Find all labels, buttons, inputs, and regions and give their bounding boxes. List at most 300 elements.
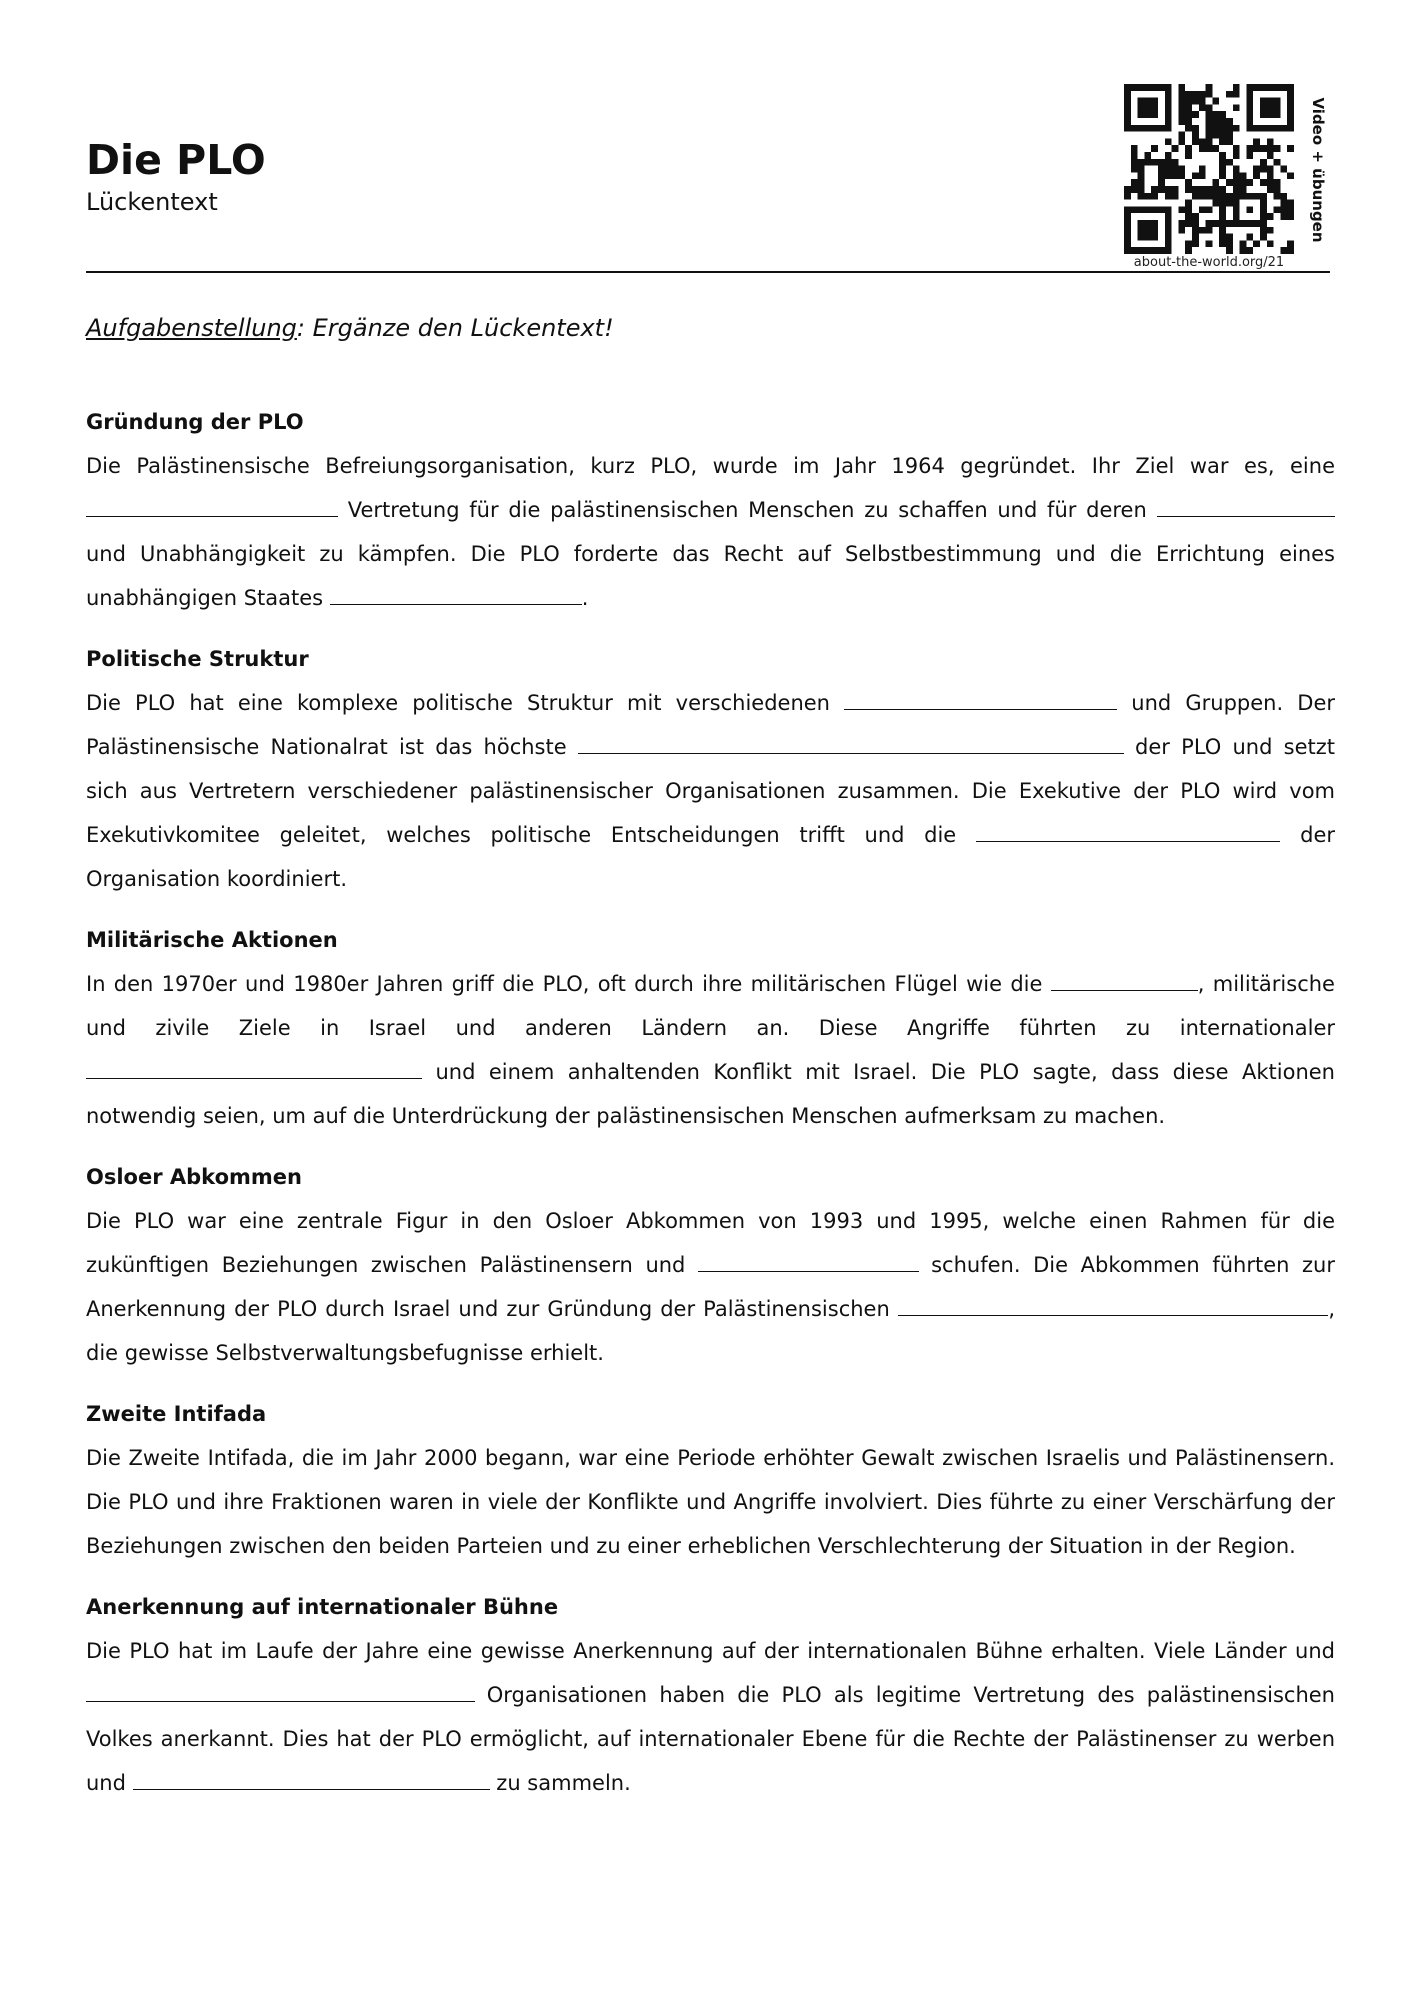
qr-module bbox=[1199, 166, 1206, 173]
qr-module bbox=[1219, 118, 1226, 125]
qr-module bbox=[1226, 200, 1233, 207]
qr-url-label: about-the-world.org/21 bbox=[1133, 255, 1285, 270]
qr-module bbox=[1124, 193, 1131, 200]
qr-module bbox=[1219, 234, 1226, 241]
qr-module bbox=[1151, 234, 1158, 241]
qr-module bbox=[1185, 91, 1192, 98]
qr-module bbox=[1165, 247, 1172, 254]
text-run: , militärische und zivile Ziele in Israel und anderen Ländern an. Diese Angriffe führten zu internationaler bbox=[86, 972, 1335, 1040]
qr-module bbox=[1267, 186, 1274, 193]
qr-module bbox=[1212, 125, 1219, 132]
qr-module bbox=[1233, 172, 1240, 179]
qr-module bbox=[1192, 220, 1199, 227]
qr-module bbox=[1144, 247, 1151, 254]
qr-module bbox=[1124, 104, 1131, 111]
qr-module bbox=[1151, 193, 1158, 200]
qr-module bbox=[1212, 98, 1219, 105]
qr-module bbox=[1199, 91, 1206, 98]
text-run: Die PLO war eine zentrale Figur in den Osloer Abkommen von 1993 und 1995, welche einen Rahmen für die zukünftigen Beziehungen zwischen Palästinensern und bbox=[86, 1209, 1335, 1277]
qr-module bbox=[1280, 193, 1287, 200]
qr-module bbox=[1233, 213, 1240, 220]
qr-module bbox=[1138, 111, 1145, 118]
text-run: Die Palästinensische Befreiungsorganisation, kurz PLO, wurde im Jahr 1964 gegründet. Ihr Ziel war es, eine bbox=[86, 454, 1335, 478]
qr-module bbox=[1274, 179, 1281, 186]
qr-side-label: Video + übungen bbox=[1309, 97, 1327, 243]
qr-module bbox=[1253, 138, 1260, 145]
qr-module bbox=[1151, 111, 1158, 118]
qr-module bbox=[1144, 152, 1151, 159]
qr-module bbox=[1172, 193, 1179, 200]
qr-module bbox=[1206, 240, 1213, 247]
qr-module bbox=[1267, 98, 1274, 105]
qr-module bbox=[1226, 240, 1233, 247]
qr-module bbox=[1185, 104, 1192, 111]
qr-module bbox=[1274, 159, 1281, 166]
qr-module bbox=[1178, 227, 1185, 234]
qr-module bbox=[1219, 152, 1226, 159]
qr-module bbox=[1206, 118, 1213, 125]
text-run: Die PLO hat eine komplexe politische Struktur mit verschiedenen bbox=[86, 691, 845, 715]
qr-module bbox=[1212, 179, 1219, 186]
qr-module bbox=[1226, 138, 1233, 145]
section-body bbox=[86, 1199, 1335, 1375]
task-text: : Ergänze den Lückentext! bbox=[296, 314, 614, 342]
qr-module bbox=[1287, 206, 1294, 213]
qr-module bbox=[1219, 206, 1226, 213]
qr-module bbox=[1124, 118, 1131, 125]
qr-module bbox=[1287, 247, 1294, 254]
qr-module bbox=[1287, 118, 1294, 125]
qr-module bbox=[1144, 159, 1151, 166]
qr-module bbox=[1260, 234, 1267, 241]
qr-module bbox=[1219, 193, 1226, 200]
qr-module bbox=[1219, 132, 1226, 139]
cloze-blank[interactable] bbox=[578, 733, 1124, 754]
qr-module bbox=[1151, 125, 1158, 132]
qr-module bbox=[1246, 234, 1253, 241]
qr-module bbox=[1233, 104, 1240, 111]
qr-module bbox=[1178, 118, 1185, 125]
section-body bbox=[86, 1436, 1335, 1568]
task-instruction bbox=[86, 314, 614, 342]
cloze-blank[interactable] bbox=[86, 1058, 422, 1079]
qr-module bbox=[1185, 145, 1192, 152]
qr-module bbox=[1206, 138, 1213, 145]
qr-module bbox=[1206, 145, 1213, 152]
qr-module bbox=[1138, 206, 1145, 213]
qr-module bbox=[1124, 125, 1131, 132]
qr-module bbox=[1212, 193, 1219, 200]
qr-module bbox=[1212, 132, 1219, 139]
section-heading: Osloer Abkommen bbox=[86, 1165, 302, 1189]
qr-module bbox=[1226, 220, 1233, 227]
qr-module bbox=[1206, 125, 1213, 132]
qr-module bbox=[1199, 98, 1206, 105]
qr-module bbox=[1253, 220, 1260, 227]
qr-module bbox=[1253, 172, 1260, 179]
qr-module bbox=[1131, 159, 1138, 166]
qr-module bbox=[1287, 213, 1294, 220]
qr-module bbox=[1267, 172, 1274, 179]
qr-module bbox=[1172, 186, 1179, 193]
qr-module bbox=[1158, 247, 1165, 254]
page-title: Die PLO bbox=[86, 136, 266, 184]
qr-module bbox=[1233, 206, 1240, 213]
qr-module bbox=[1144, 193, 1151, 200]
qr-module bbox=[1267, 104, 1274, 111]
cloze-blank[interactable] bbox=[86, 1681, 475, 1702]
qr-module bbox=[1260, 111, 1267, 118]
qr-module bbox=[1185, 240, 1192, 247]
section-body bbox=[86, 444, 1335, 620]
qr-module bbox=[1144, 111, 1151, 118]
qr-module bbox=[1178, 84, 1185, 91]
qr-module bbox=[1185, 200, 1192, 207]
qr-module bbox=[1192, 111, 1199, 118]
cloze-blank[interactable] bbox=[86, 496, 338, 517]
qr-module bbox=[1226, 247, 1233, 254]
qr-module bbox=[1267, 213, 1274, 220]
qr-module bbox=[1192, 138, 1199, 145]
qr-module bbox=[1138, 186, 1145, 193]
qr-module bbox=[1185, 247, 1192, 254]
qr-module bbox=[1151, 247, 1158, 254]
qr-code-icon[interactable] bbox=[1124, 84, 1294, 254]
qr-module bbox=[1287, 111, 1294, 118]
section bbox=[86, 1392, 1335, 1568]
qr-module bbox=[1172, 159, 1179, 166]
qr-module bbox=[1138, 84, 1145, 91]
section bbox=[86, 637, 1335, 901]
qr-module bbox=[1185, 98, 1192, 105]
qr-code-graphic bbox=[1124, 84, 1294, 254]
qr-module bbox=[1267, 138, 1274, 145]
qr-module bbox=[1253, 84, 1260, 91]
qr-module bbox=[1165, 166, 1172, 173]
qr-module bbox=[1165, 193, 1172, 200]
qr-module bbox=[1226, 132, 1233, 139]
qr-module bbox=[1151, 104, 1158, 111]
qr-module bbox=[1246, 125, 1253, 132]
qr-module bbox=[1226, 234, 1233, 241]
text-run: und einem anhaltenden Konflikt mit Israel. Die PLO sagte, dass diese Aktionen notwendig seien, um auf die Unterdrückung der palästinensischen Menschen aufmerksam zu machen. bbox=[86, 1060, 1335, 1128]
qr-module bbox=[1138, 104, 1145, 111]
qr-module bbox=[1165, 234, 1172, 241]
qr-module bbox=[1178, 132, 1185, 139]
qr-module bbox=[1199, 227, 1206, 234]
cloze-blank[interactable] bbox=[1157, 496, 1336, 517]
section bbox=[86, 1155, 1335, 1375]
qr-module bbox=[1124, 84, 1131, 91]
qr-module bbox=[1219, 213, 1226, 220]
qr-module bbox=[1138, 98, 1145, 105]
qr-module bbox=[1280, 200, 1287, 207]
qr-module bbox=[1165, 220, 1172, 227]
cloze-text-body bbox=[86, 400, 1335, 1822]
qr-module bbox=[1165, 138, 1172, 145]
qr-module bbox=[1144, 104, 1151, 111]
qr-module bbox=[1206, 206, 1213, 213]
qr-module bbox=[1192, 172, 1199, 179]
qr-module bbox=[1267, 84, 1274, 91]
qr-module bbox=[1219, 172, 1226, 179]
qr-module bbox=[1124, 227, 1131, 234]
qr-module bbox=[1131, 247, 1138, 254]
qr-module bbox=[1212, 118, 1219, 125]
qr-module bbox=[1246, 84, 1253, 91]
qr-module bbox=[1158, 172, 1165, 179]
qr-module bbox=[1233, 186, 1240, 193]
qr-module bbox=[1165, 240, 1172, 247]
qr-module bbox=[1274, 98, 1281, 105]
qr-module bbox=[1226, 91, 1233, 98]
qr-module bbox=[1138, 172, 1145, 179]
qr-module bbox=[1226, 159, 1233, 166]
section-body bbox=[86, 962, 1335, 1138]
qr-module bbox=[1199, 186, 1206, 193]
qr-module bbox=[1138, 159, 1145, 166]
qr-module bbox=[1144, 227, 1151, 234]
section-heading: Zweite Intifada bbox=[86, 1402, 267, 1426]
qr-module bbox=[1192, 98, 1199, 105]
qr-module bbox=[1138, 179, 1145, 186]
qr-module bbox=[1274, 125, 1281, 132]
qr-module bbox=[1124, 234, 1131, 241]
qr-module bbox=[1138, 125, 1145, 132]
qr-module bbox=[1124, 91, 1131, 98]
qr-module bbox=[1165, 84, 1172, 91]
page-subtitle: Lückentext bbox=[86, 188, 218, 216]
qr-module bbox=[1178, 91, 1185, 98]
qr-module bbox=[1151, 84, 1158, 91]
qr-module bbox=[1199, 138, 1206, 145]
qr-module bbox=[1138, 234, 1145, 241]
qr-module bbox=[1267, 166, 1274, 173]
section-heading: Militärische Aktionen bbox=[86, 928, 338, 952]
qr-module bbox=[1212, 145, 1219, 152]
qr-module bbox=[1226, 179, 1233, 186]
qr-module bbox=[1165, 159, 1172, 166]
qr-module bbox=[1165, 206, 1172, 213]
qr-module bbox=[1199, 193, 1206, 200]
qr-module bbox=[1212, 111, 1219, 118]
qr-module bbox=[1287, 125, 1294, 132]
qr-module bbox=[1185, 186, 1192, 193]
qr-module bbox=[1253, 125, 1260, 132]
qr-module bbox=[1124, 240, 1131, 247]
qr-module bbox=[1267, 145, 1274, 152]
qr-module bbox=[1246, 111, 1253, 118]
qr-module bbox=[1199, 104, 1206, 111]
section bbox=[86, 1585, 1335, 1805]
qr-module bbox=[1233, 91, 1240, 98]
qr-module bbox=[1144, 206, 1151, 213]
qr-module bbox=[1178, 104, 1185, 111]
qr-module bbox=[1287, 84, 1294, 91]
qr-module bbox=[1172, 172, 1179, 179]
qr-module bbox=[1124, 111, 1131, 118]
qr-module bbox=[1226, 118, 1233, 125]
qr-module bbox=[1274, 186, 1281, 193]
qr-module bbox=[1253, 166, 1260, 173]
cloze-blank[interactable] bbox=[1051, 970, 1198, 991]
qr-module bbox=[1158, 159, 1165, 166]
text-run: der Organisation koordiniert. bbox=[86, 823, 1335, 891]
qr-module bbox=[1192, 240, 1199, 247]
qr-module bbox=[1219, 186, 1226, 193]
cloze-blank[interactable] bbox=[898, 1295, 1329, 1316]
qr-module bbox=[1165, 111, 1172, 118]
qr-module bbox=[1124, 206, 1131, 213]
qr-module bbox=[1192, 213, 1199, 220]
qr-module bbox=[1267, 111, 1274, 118]
qr-module bbox=[1124, 220, 1131, 227]
qr-module bbox=[1165, 125, 1172, 132]
cloze-blank[interactable] bbox=[976, 821, 1281, 842]
qr-module bbox=[1233, 125, 1240, 132]
qr-module bbox=[1131, 152, 1138, 159]
qr-module bbox=[1158, 186, 1165, 193]
qr-module bbox=[1219, 166, 1226, 173]
qr-module bbox=[1219, 159, 1226, 166]
qr-module bbox=[1172, 166, 1179, 173]
qr-module bbox=[1219, 138, 1226, 145]
qr-module bbox=[1246, 247, 1253, 254]
qr-module bbox=[1240, 172, 1247, 179]
text-run: Die PLO hat im Laufe der Jahre eine gewisse Anerkennung auf der internationalen Bühne erhalten. Viele Länder und bbox=[86, 1639, 1335, 1663]
qr-module bbox=[1192, 186, 1199, 193]
qr-module bbox=[1151, 145, 1158, 152]
qr-module bbox=[1240, 179, 1247, 186]
qr-module bbox=[1131, 206, 1138, 213]
qr-module bbox=[1219, 111, 1226, 118]
qr-module bbox=[1165, 91, 1172, 98]
qr-module bbox=[1124, 247, 1131, 254]
qr-module bbox=[1274, 206, 1281, 213]
qr-module bbox=[1233, 166, 1240, 173]
qr-module bbox=[1260, 200, 1267, 207]
qr-module bbox=[1131, 166, 1138, 173]
qr-module bbox=[1260, 166, 1267, 173]
qr-module bbox=[1267, 240, 1274, 247]
text-run: schufen. Die Abkommen führten zur Anerkennung der PLO durch Israel und zur Gründung der Palästinensischen bbox=[86, 1253, 1335, 1321]
qr-module bbox=[1260, 193, 1267, 200]
qr-module bbox=[1260, 206, 1267, 213]
qr-module bbox=[1246, 118, 1253, 125]
qr-module bbox=[1192, 132, 1199, 139]
qr-module bbox=[1287, 98, 1294, 105]
qr-module bbox=[1233, 193, 1240, 200]
qr-module bbox=[1246, 152, 1253, 159]
qr-module bbox=[1240, 220, 1247, 227]
qr-module bbox=[1260, 213, 1267, 220]
qr-module bbox=[1138, 227, 1145, 234]
qr-module bbox=[1131, 84, 1138, 91]
text-run: Organisationen haben die PLO als legitime Vertretung des palästinensischen Volkes anerkannt. Dies hat der PLO ermöglicht, auf internationaler Ebene für die Rechte der Palästinenser zu werben und bbox=[86, 1683, 1335, 1795]
qr-module bbox=[1206, 84, 1213, 91]
qr-module bbox=[1219, 240, 1226, 247]
qr-module bbox=[1144, 220, 1151, 227]
qr-module bbox=[1165, 213, 1172, 220]
qr-module bbox=[1165, 186, 1172, 193]
text-run: und Unabhängigkeit zu kämpfen. Die PLO forderte das Recht auf Selbstbestimmung und die Errichtung eines unabhängigen Staates bbox=[86, 542, 1335, 610]
qr-module bbox=[1219, 125, 1226, 132]
qr-module bbox=[1144, 234, 1151, 241]
qr-module bbox=[1138, 220, 1145, 227]
qr-module bbox=[1124, 98, 1131, 105]
qr-module bbox=[1151, 186, 1158, 193]
cloze-blank[interactable] bbox=[844, 689, 1117, 710]
qr-module bbox=[1240, 186, 1247, 193]
qr-module bbox=[1165, 172, 1172, 179]
qr-module bbox=[1287, 104, 1294, 111]
qr-module bbox=[1178, 138, 1185, 145]
qr-module bbox=[1192, 91, 1199, 98]
qr-module bbox=[1131, 186, 1138, 193]
qr-module bbox=[1233, 145, 1240, 152]
qr-module bbox=[1260, 98, 1267, 105]
qr-module bbox=[1274, 104, 1281, 111]
qr-module bbox=[1185, 152, 1192, 159]
qr-module bbox=[1219, 220, 1226, 227]
qr-module bbox=[1280, 247, 1287, 254]
qr-module bbox=[1144, 84, 1151, 91]
qr-module bbox=[1233, 179, 1240, 186]
section bbox=[86, 918, 1335, 1138]
task-label: Aufgabenstellung bbox=[86, 314, 297, 342]
qr-module bbox=[1274, 193, 1281, 200]
qr-module bbox=[1165, 118, 1172, 125]
qr-module bbox=[1274, 145, 1281, 152]
qr-module bbox=[1192, 125, 1199, 132]
cloze-blank[interactable] bbox=[330, 584, 582, 605]
qr-module bbox=[1165, 104, 1172, 111]
qr-module bbox=[1233, 220, 1240, 227]
qr-module bbox=[1124, 213, 1131, 220]
qr-module bbox=[1246, 104, 1253, 111]
cloze-blank[interactable] bbox=[133, 1769, 490, 1790]
header-divider bbox=[86, 271, 1330, 273]
qr-module bbox=[1233, 200, 1240, 207]
section-heading: Politische Struktur bbox=[86, 647, 309, 671]
qr-module bbox=[1274, 84, 1281, 91]
qr-module bbox=[1138, 247, 1145, 254]
qr-module bbox=[1246, 91, 1253, 98]
qr-module bbox=[1267, 227, 1274, 234]
qr-module bbox=[1185, 213, 1192, 220]
qr-module bbox=[1178, 172, 1185, 179]
qr-module bbox=[1260, 125, 1267, 132]
qr-module bbox=[1246, 206, 1253, 213]
qr-module bbox=[1226, 125, 1233, 132]
qr-module bbox=[1158, 166, 1165, 173]
text-run: In den 1970er und 1980er Jahren griff die PLO, oft durch ihre militärischen Flügel wie die bbox=[86, 972, 1051, 996]
qr-module bbox=[1280, 213, 1287, 220]
qr-module bbox=[1158, 84, 1165, 91]
qr-module bbox=[1280, 84, 1287, 91]
qr-module bbox=[1260, 227, 1267, 234]
qr-module bbox=[1151, 206, 1158, 213]
qr-module bbox=[1178, 206, 1185, 213]
qr-module bbox=[1274, 111, 1281, 118]
qr-module bbox=[1178, 220, 1185, 227]
qr-module bbox=[1158, 179, 1165, 186]
qr-module bbox=[1206, 227, 1213, 234]
cloze-blank[interactable] bbox=[698, 1251, 919, 1272]
section-body bbox=[86, 1629, 1335, 1805]
qr-module bbox=[1172, 145, 1179, 152]
qr-module bbox=[1199, 206, 1206, 213]
